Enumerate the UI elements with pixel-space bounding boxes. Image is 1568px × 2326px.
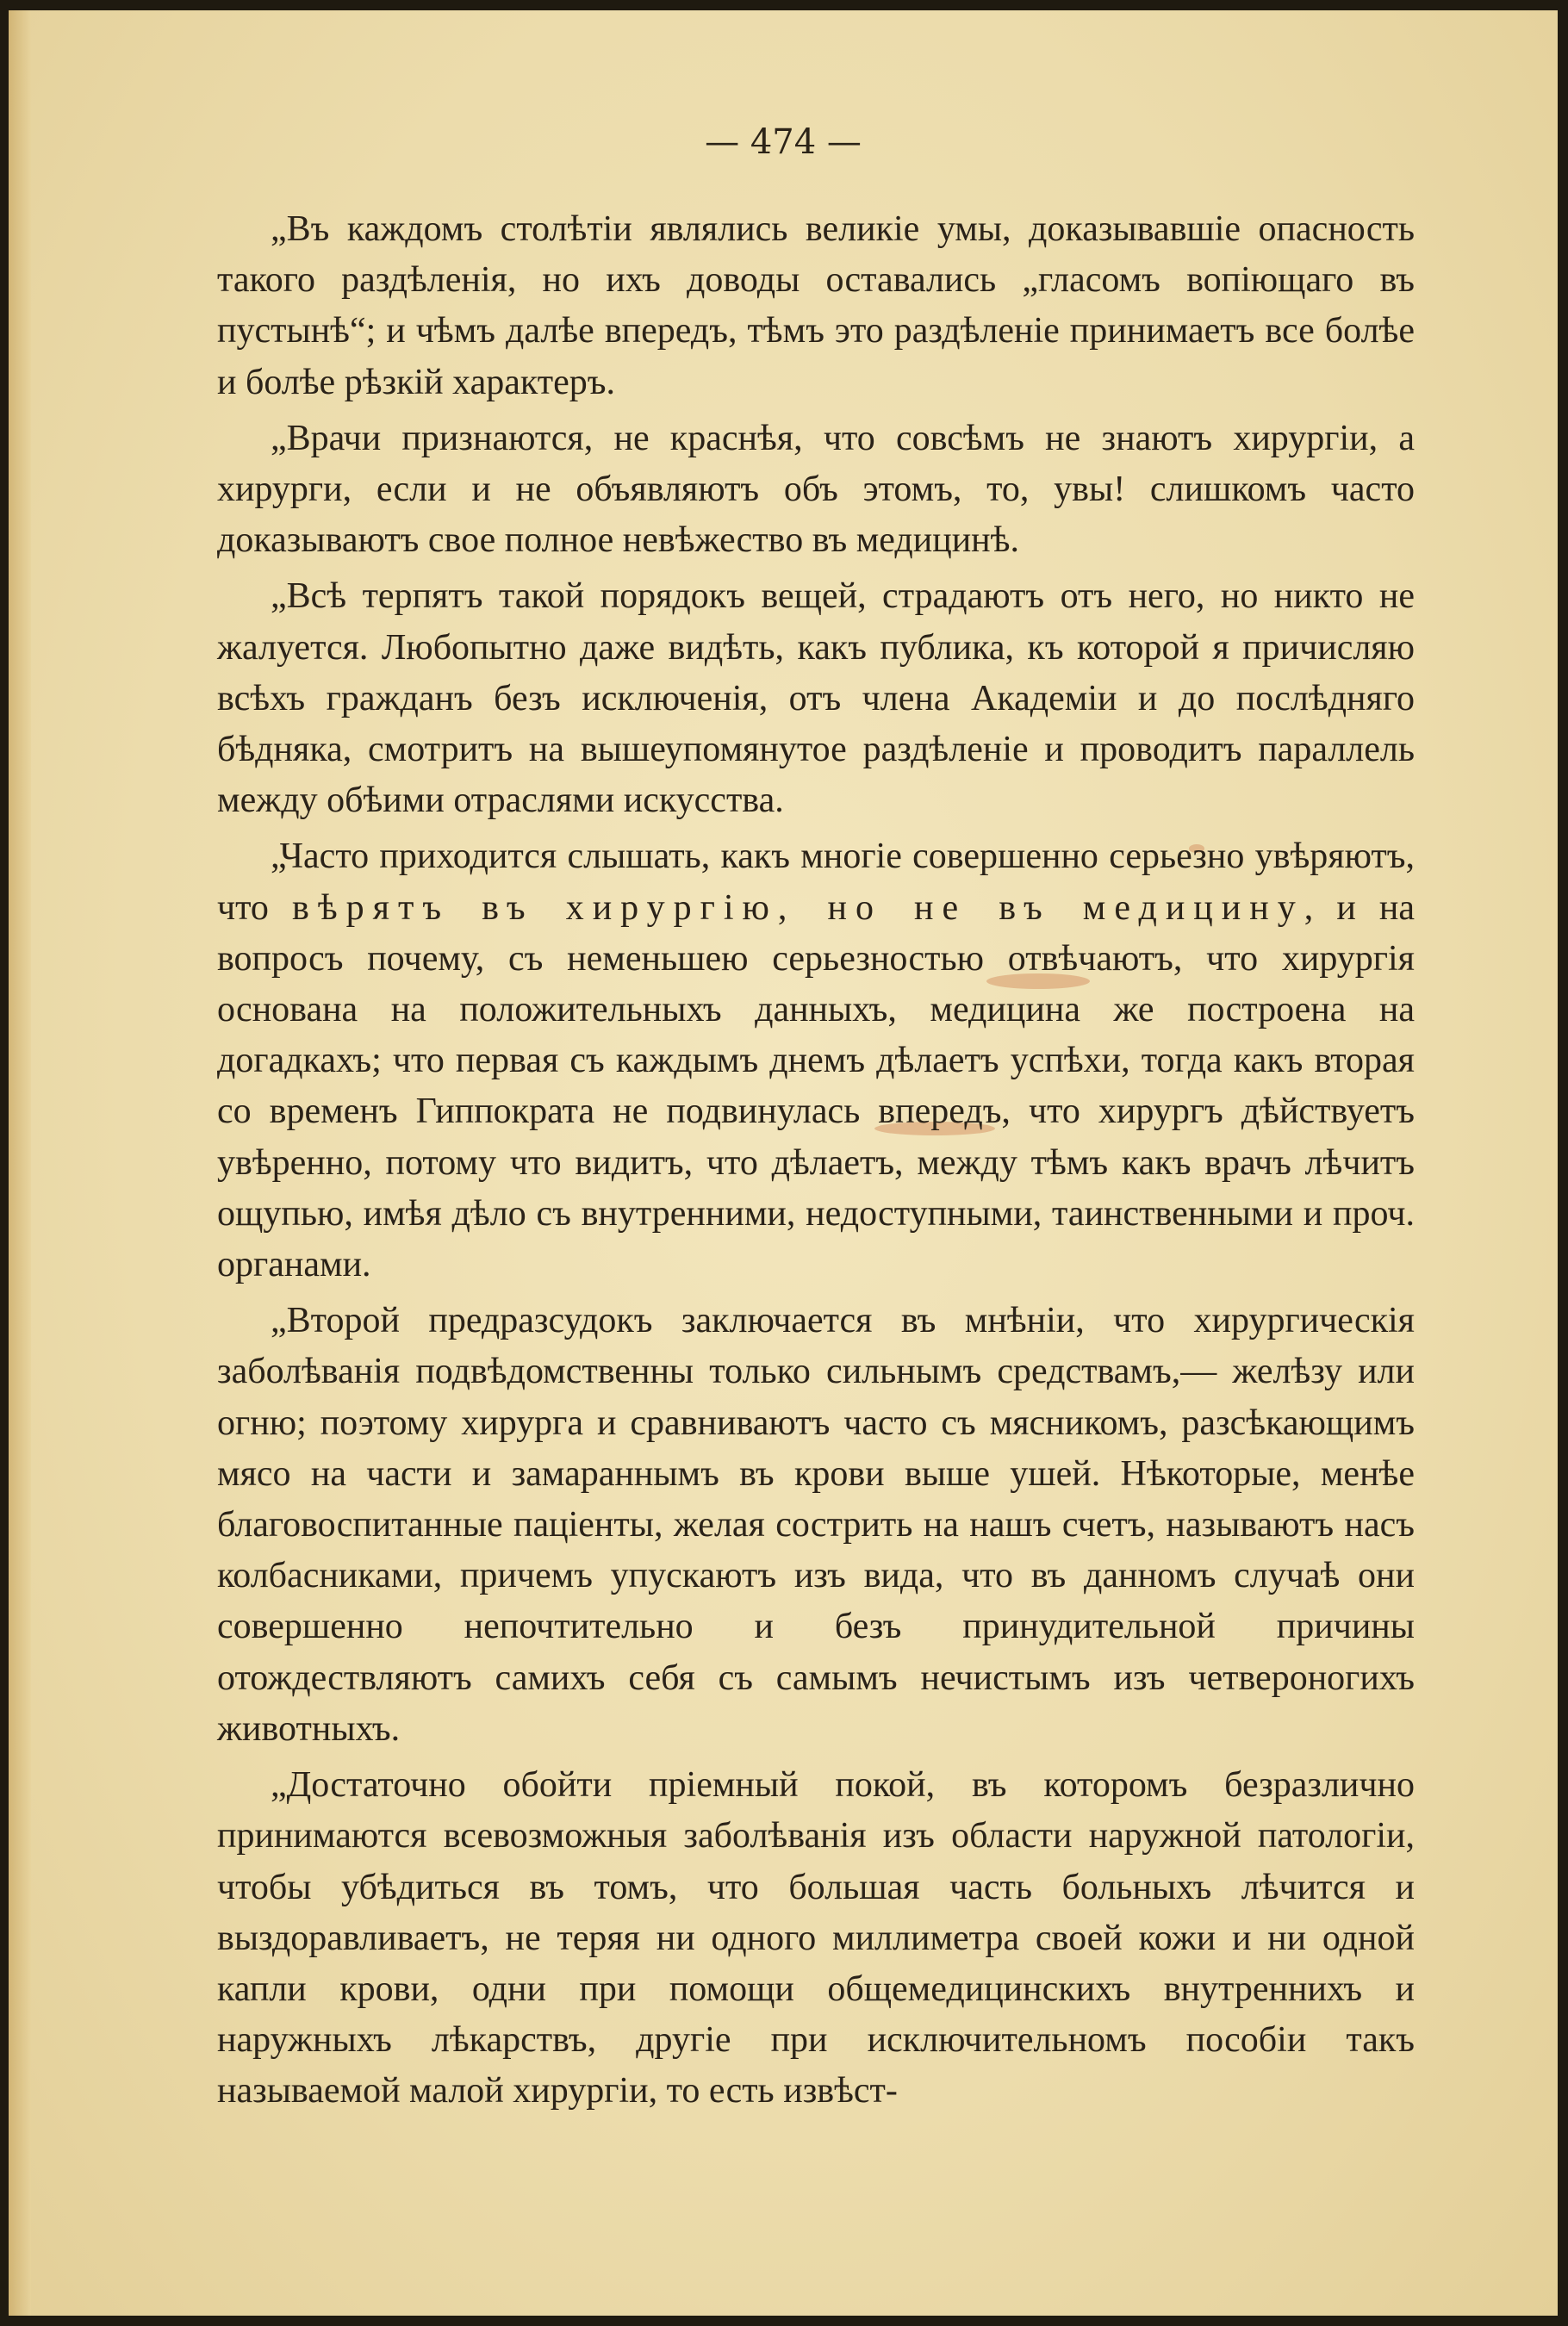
paragraph <box>217 831 1415 1290</box>
paragraph-text: , и на вопросъ почему, съ неменьшею серьезностью отвѣчаютъ, что хирургія основана на положительныхъ данныхъ, медицина же построена на догадкахъ; что первая съ каждымъ днемъ дѣлаетъ успѣхи, тогда какъ вторая со временъ Гиппократа не подвинулась впередъ, что хирургъ дѣйствуетъ увѣренно, потому что видитъ, что дѣлаетъ, между тѣмъ какъ врачъ лѣчитъ ощупью, имѣя дѣло съ внутренними, недоступными, таинственными и проч. органами. <box>217 887 1415 1285</box>
paragraph: „Достаточно обойти пріемный покой, въ которомъ безразлично принимаются всевозможныя заболѣванія изъ области наружной патологіи, чтобы убѣдиться въ томъ, что большая часть больныхъ лѣчится и выздоравливаетъ, не теряя ни одного миллиметра своей кожи и ни одной капли крови, одни при помощи общемедицинскихъ внутреннихъ и наружныхъ лѣкарствъ, другіе при исключительномъ пособіи такъ называемой малой хирургіи, то есть извѣст- <box>217 1765 1415 2111</box>
paragraph: „Въ каждомъ столѣтіи являлись великіе умы, доказывавшіе опасность такого раздѣленія, но ихъ доводы оставались „гласомъ вопіющаго въ пустынѣ“; и чѣмъ далѣе впередъ, тѣмъ это раздѣленіе принимаетъ все болѣе и болѣе рѣзкій характеръ. <box>217 209 1415 402</box>
paragraph: „Всѣ терпятъ такой порядокъ вещей, страдаютъ отъ него, но никто не жалуется. Любопытно даже видѣть, какъ публика, къ которой я причисляю всѣхъ гражданъ безъ исключенія, отъ члена Академіи и до послѣдняго бѣдняка, смотритъ на вышеупомянутое раздѣленіе и проводитъ параллель между обѣими отраслями искусства. <box>217 576 1415 821</box>
text-body <box>217 204 1415 2123</box>
paragraph: „Второй предразсудокъ заключается въ мнѣніи, что хирургическія заболѣванія подвѣдомственны только сильнымъ средствамъ,— желѣзу или огню; поэтому хирурга и сравниваютъ часто съ мясникомъ, разсѣкающимъ мясо на части и замараннымъ въ крови выше ушей. Нѣкоторые, менѣе благовоспитанные паціенты, желая сострить на нашъ счетъ, называютъ насъ колбасниками, причемъ упускаютъ изъ вида, что въ данномъ случаѣ они совершенно непочтительно и безъ принудительной причины отождествляютъ самихъ себя съ самымъ нечистымъ изъ четвероногихъ животныхъ. <box>217 1301 1415 1749</box>
paragraph: „Врачи признаются, не краснѣя, что совсѣмъ не знаютъ хирургіи, а хирурги, если и не объявляютъ объ этомъ, то, увы! слишкомъ часто доказываютъ свое полное невѣжество въ медицинѣ. <box>217 418 1415 561</box>
page-edge-shadow <box>9 10 31 2316</box>
paragraph-text: „Часто приходится слышать, какъ многіе совершенно серьезно увѣряютъ, что <box>217 836 1415 928</box>
emphasized-phrase: вѣрятъ въ хирургію, но не въ медицину <box>292 887 1304 928</box>
book-page <box>9 10 1558 2316</box>
page-number: — 474 — <box>705 122 862 162</box>
